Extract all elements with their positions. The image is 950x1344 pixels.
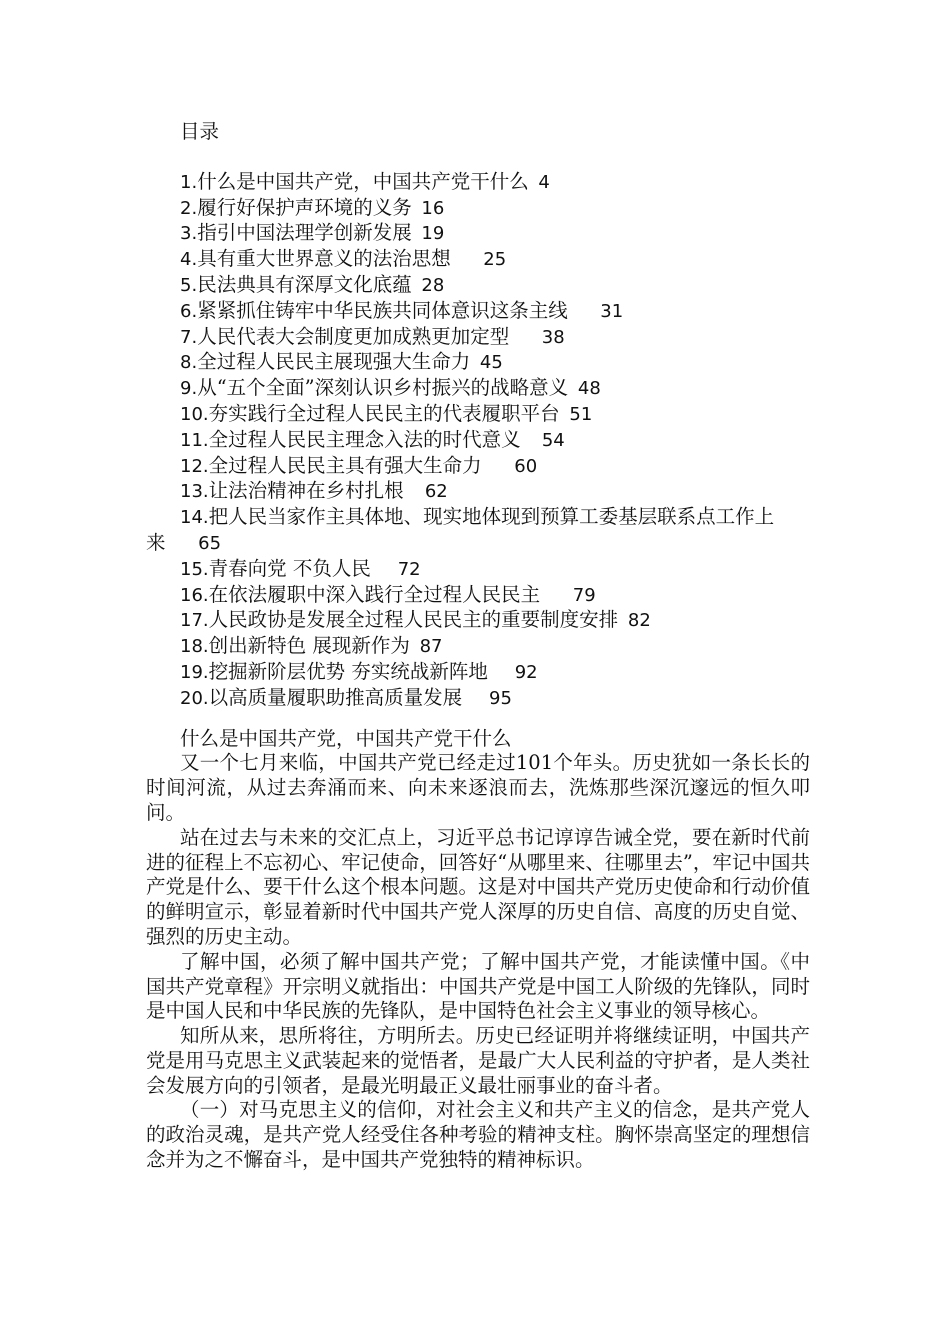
toc-title: 目录: [180, 120, 220, 143]
toc-item-text: 人民代表大会制度更加成熟更加定型: [197, 324, 510, 348]
toc-item-page: 38: [513, 326, 565, 348]
toc-item-number: 11.: [180, 429, 209, 451]
toc-item-page: 92: [491, 661, 538, 683]
toc-item[interactable]: [146, 505, 810, 557]
toc-item-page: 72: [374, 558, 421, 580]
toc-item-page: 60: [485, 455, 538, 477]
toc-item-number: 9.: [180, 378, 198, 400]
toc-item[interactable]: [146, 660, 810, 686]
toc-item[interactable]: [146, 454, 810, 480]
toc-item-number: 18.: [180, 636, 209, 658]
toc-item-text: 人民政协是发展全过程人民民主的重要制度安排: [208, 608, 619, 632]
toc-item[interactable]: [146, 273, 810, 299]
toc-item[interactable]: [146, 557, 810, 583]
toc-item-text: 指引中国法理学创新发展: [197, 221, 412, 245]
toc-item-text: 全过程人民民主展现强大生命力: [197, 350, 471, 374]
toc-item-text: 在依法履职中深入践行全过程人民民主: [208, 582, 541, 606]
toc-item-page: 62: [407, 481, 448, 503]
toc-list: [146, 170, 810, 712]
toc-item-number: 13.: [180, 481, 209, 503]
toc-item-number: 1.: [180, 171, 198, 193]
toc-item-page: 31: [571, 300, 624, 322]
toc-item[interactable]: [146, 608, 810, 634]
toc-item-number: 7.: [180, 326, 198, 348]
toc-item-number: 19.: [180, 661, 209, 683]
toc-item-text: 青春向党 不负人民: [208, 556, 371, 580]
toc-item-text: 什么是中国共产党，中国共产党干什么: [197, 169, 529, 193]
document-page: [146, 120, 810, 1173]
toc-item-text: 民法典具有深厚文化底蕴: [197, 272, 412, 296]
toc-item[interactable]: [146, 221, 810, 247]
toc-item[interactable]: [146, 402, 810, 428]
toc-item-text: 挖掘新阶层优势 夯实统战新阵地: [208, 659, 488, 683]
toc-item-page: 87: [413, 636, 443, 658]
toc-item-number: 14.: [180, 507, 209, 529]
toc-item-text: 以高质量履职助推高质量发展: [208, 685, 463, 709]
toc-item-number: 6.: [180, 300, 198, 322]
toc-item-number: 5.: [180, 274, 198, 296]
toc-item-page: 25: [454, 249, 507, 271]
toc-item-number: 2.: [180, 197, 198, 219]
article-paragraph: 知所从来，思所将往，方明所去。历史已经证明并将继续证明，中国共产党是用马克思主义武装起来的觉悟者，是最广大人民利益的守护者，是人类社会发展方向的引领者，是最光明最正义最壮丽事业的奋斗者。: [146, 1024, 810, 1097]
toc-item[interactable]: [146, 479, 810, 505]
toc-item-page: 65: [169, 532, 222, 554]
toc-item-page: 54: [524, 429, 565, 451]
article-paragraph: （一）对马克思主义的信仰，对社会主义和共产主义的信念，是共产党人的政治灵魂，是共产党人经受住各种考验的精神支柱。胸怀崇高坚定的理想信念并为之不懈奋斗，是中国共产党独特的精神标识。: [146, 1098, 810, 1172]
toc-item-text: 履行好保护声环境的义务: [197, 195, 412, 219]
toc-item-page: 28: [415, 274, 445, 296]
toc-item-text: 让法治精神在乡村扎根: [208, 479, 404, 503]
toc-item-page: 19: [415, 223, 445, 245]
article-paragraph: 站在过去与未来的交汇点上，习近平总书记谆谆告诫全党，要在新时代前进的征程上不忘初心、牢记使命，回答好“从哪里来、往哪里去”，牢记中国共产党是什么、要干什么这个根本问题。这是对中国共产党历史使命和行动价值的鲜明宣示，彰显着新时代中国共产党人深厚的历史自信、高度的历史自觉、强烈的历史主动。: [146, 825, 810, 948]
toc-item[interactable]: [146, 299, 810, 325]
toc-item-page: 16: [415, 197, 445, 219]
toc-item[interactable]: [146, 170, 810, 196]
toc-item-number: 15.: [180, 558, 209, 580]
toc-item-number: 10.: [180, 403, 209, 425]
toc-item-text: 具有重大世界意义的法治思想: [197, 247, 451, 271]
toc-item[interactable]: [146, 583, 810, 609]
toc-item-number: 8.: [180, 352, 198, 374]
toc-item[interactable]: [146, 428, 810, 454]
toc-item[interactable]: [146, 376, 810, 402]
article-paragraph: 又一个七月来临，中国共产党已经走过101个年头。历史犹如一条长长的时间河流，从过去奔涌而来、向未来逐浪而去，洗炼那些深沉邃远的恒久叩问。: [146, 751, 810, 824]
toc-item-text: 全过程人民民主具有强大生命力: [208, 453, 482, 477]
toc-item-text: 全过程人民民主理念入法的时代意义: [208, 427, 521, 451]
toc-item-number: 17.: [180, 610, 209, 632]
toc-item[interactable]: [146, 686, 810, 712]
toc-item[interactable]: [146, 196, 810, 222]
toc-item-number: 4.: [180, 249, 198, 271]
toc-item[interactable]: [146, 350, 810, 376]
toc-item[interactable]: [146, 247, 810, 273]
article-paragraph: 了解中国，必须了解中国共产党；了解中国共产党，才能读懂中国。《中国共产党章程》开宗明义就指出：中国共产党是中国工人阶级的先锋队，同时是中国人民和中华民族的先锋队，是中国特色社会主义事业的领导核心。: [146, 949, 810, 1023]
toc-item-page: 79: [544, 584, 596, 606]
toc-item-text: 创出新特色 展现新作为: [208, 634, 410, 658]
toc-item-page: 82: [622, 610, 651, 632]
toc-item-number: 20.: [180, 687, 209, 709]
toc-item[interactable]: [146, 325, 810, 351]
toc-item-page: 48: [572, 378, 601, 400]
toc-item-page: 45: [474, 352, 503, 374]
article-title: 什么是中国共产党，中国共产党干什么: [180, 726, 512, 750]
toc-item-text: 把人民当家作主具体地、现实地体现到预算工委基层联系点工作上来: [146, 505, 775, 554]
toc-item-page: 95: [466, 687, 512, 709]
toc-item-text: 从“五个全面”深刻认识乡村振兴的战略意义: [197, 376, 569, 400]
toc-item-number: 3.: [180, 223, 198, 245]
toc-item[interactable]: [146, 634, 810, 660]
toc-item-text: 夯实践行全过程人民民主的代表履职平台: [208, 401, 560, 425]
toc-item-page: 51: [563, 403, 593, 425]
toc-item-page: 4: [532, 171, 550, 193]
toc-item-number: 12.: [180, 455, 209, 477]
toc-item-text: 紧紧抓住铸牢中华民族共同体意识这条主线: [197, 298, 568, 322]
toc-item-number: 16.: [180, 584, 209, 606]
